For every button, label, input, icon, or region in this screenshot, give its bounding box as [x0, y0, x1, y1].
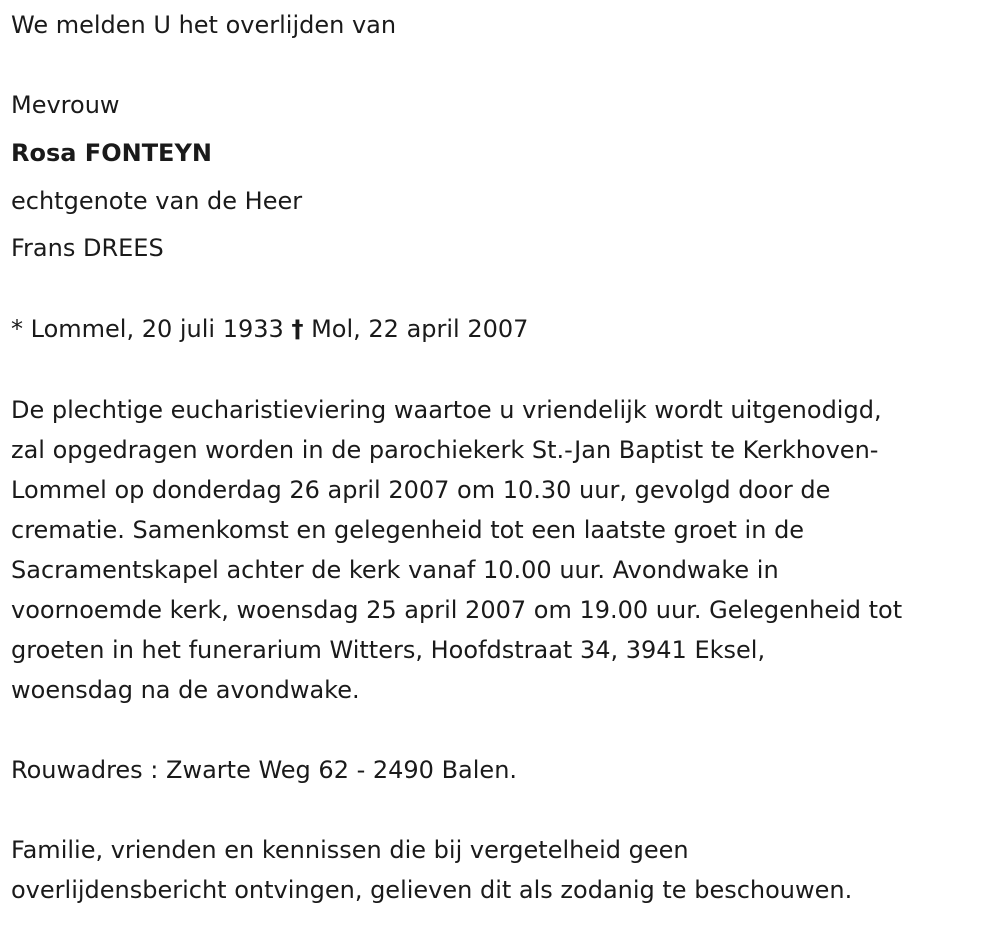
spouse-name: Frans DREES [11, 234, 164, 262]
closing-line: overlijdensbericht ontvingen, gelieven dit als zodanig te beschouwen. [11, 876, 853, 904]
relation-text: echtgenote van de Heer [11, 187, 303, 215]
deceased-name: Rosa FONTEYN [11, 139, 212, 167]
mourning-address [11, 750, 517, 790]
ceremony-line: voornoemde kerk, woensdag 25 april 2007 om 19.00 uur. Gelegenheid tot [11, 596, 903, 624]
address-line: Rouwadres : Zwarte Weg 62 - 2490 Balen. [11, 756, 518, 784]
intro-text: We melden U het overlijden van [11, 11, 397, 39]
ceremony-line: crematie. Samenkomst en gelegenheid tot een laatste groet in de [11, 516, 805, 544]
cross-icon: † [291, 315, 304, 343]
ceremony-line: De plechtige eucharistieviering waartoe u vriendelijk wordt uitgenodigd, [11, 396, 882, 424]
life-dates [11, 313, 528, 345]
ceremony-line: groeten in het funerarium Witters, Hoofdstraat 34, 3941 Eksel, [11, 636, 766, 664]
ceremony-line: zal opgedragen worden in de parochiekerk St.-Jan Baptist te Kerkhoven- [11, 436, 879, 464]
ceremony-line: woensdag na de avondwake. [11, 676, 360, 704]
closing-paragraph [11, 830, 852, 910]
death-info: Mol, 22 april 2007 [311, 315, 529, 343]
ceremony-line: Lommel op donderdag 26 april 2007 om 10.30 uur, gevolgd door de [11, 476, 831, 504]
ceremony-paragraph [11, 390, 902, 710]
ceremony-line: Sacramentskapel achter de kerk vanaf 10.00 uur. Avondwake in [11, 556, 779, 584]
birth-info: * Lommel, 20 juli 1933 [11, 315, 284, 343]
honorific: Mevrouw [11, 91, 120, 119]
closing-line: Familie, vrienden en kennissen die bij vergetelheid geen [11, 836, 689, 864]
